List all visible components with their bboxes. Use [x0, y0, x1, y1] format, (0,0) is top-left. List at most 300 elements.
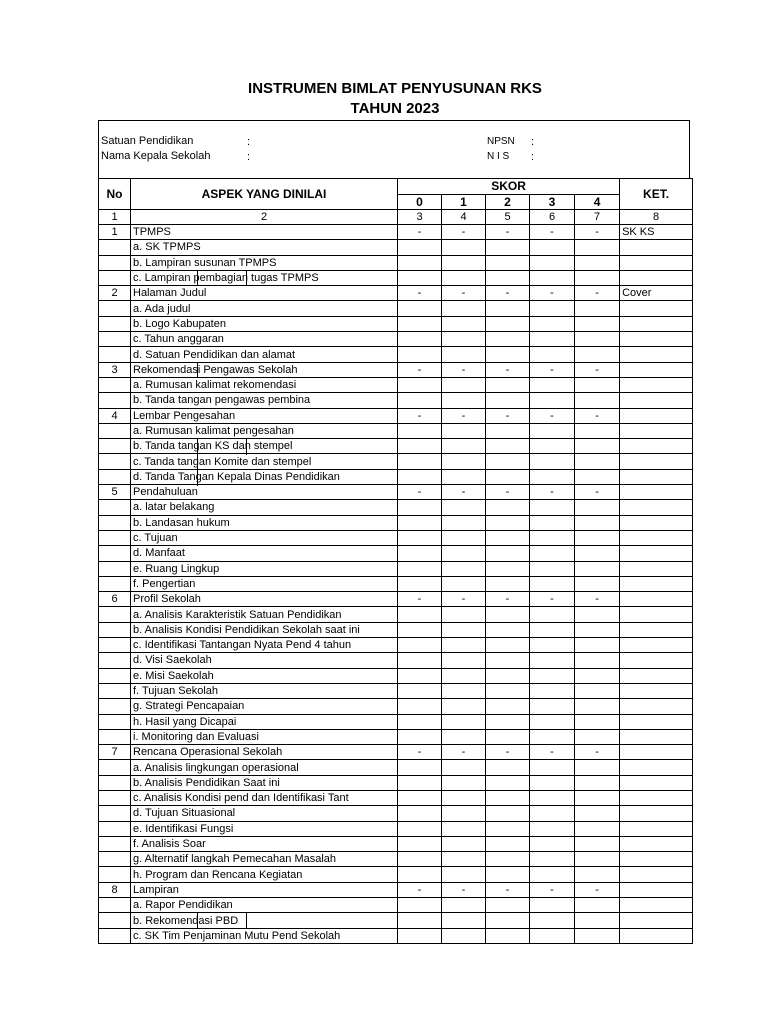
- row-score-0: [398, 668, 442, 683]
- row-score-3: -: [530, 485, 575, 500]
- row-aspect: b. Tanda tangan KS dan stempel: [131, 439, 398, 454]
- row-aspect: b. Landasan hukum: [131, 515, 398, 530]
- row-score-3: [530, 270, 575, 285]
- row-score-2: [486, 377, 530, 392]
- row-aspect: Profil Sekolah: [131, 592, 398, 607]
- row-aspect: d. Tanda Tangan Kepala Dinas Pendidikan: [131, 469, 398, 484]
- row-ket: [620, 653, 693, 668]
- row-score-1: [442, 683, 486, 698]
- table-row: [99, 546, 693, 561]
- row-aspect: b. Logo Kabupaten: [131, 316, 398, 331]
- row-score-3: [530, 301, 575, 316]
- table-row: [99, 714, 693, 729]
- row-no: [99, 561, 131, 576]
- row-score-1: [442, 898, 486, 913]
- border-artifact: [246, 271, 247, 286]
- row-aspect: b. Analisis Kondisi Pendidikan Sekolah saat ini: [131, 622, 398, 637]
- row-score-1: [442, 806, 486, 821]
- row-ket: [620, 485, 693, 500]
- row-ket: [620, 255, 693, 270]
- row-score-0: [398, 270, 442, 285]
- row-score-3: -: [530, 362, 575, 377]
- row-score-3: [530, 836, 575, 851]
- kepala-label: Nama Kepala Sekolah: [101, 150, 211, 162]
- row-score-3: [530, 377, 575, 392]
- row-aspect: c. Lampiran pembagian tugas TPMPS: [131, 270, 398, 285]
- row-score-0: [398, 653, 442, 668]
- row-score-2: [486, 729, 530, 744]
- table-row: [99, 882, 693, 897]
- row-aspect: Lampiran: [131, 882, 398, 897]
- row-score-0: [398, 898, 442, 913]
- row-score-1: [442, 469, 486, 484]
- row-score-0: [398, 546, 442, 561]
- score-2: 2: [486, 194, 530, 210]
- row-score-3: [530, 607, 575, 622]
- row-score-1: [442, 638, 486, 653]
- row-score-4: [575, 469, 620, 484]
- col-number: 5: [486, 210, 530, 225]
- row-no: 3: [99, 362, 131, 377]
- row-score-2: [486, 515, 530, 530]
- row-score-2: [486, 913, 530, 928]
- row-score-0: [398, 760, 442, 775]
- row-score-1: [442, 377, 486, 392]
- row-score-3: [530, 714, 575, 729]
- row-score-2: [486, 270, 530, 285]
- row-ket: [620, 423, 693, 438]
- row-score-4: [575, 683, 620, 698]
- table-row: [99, 469, 693, 484]
- row-score-2: [486, 898, 530, 913]
- row-no: [99, 653, 131, 668]
- row-score-1: [442, 439, 486, 454]
- row-score-1: [442, 255, 486, 270]
- row-score-4: [575, 439, 620, 454]
- row-ket: [620, 515, 693, 530]
- row-score-2: [486, 928, 530, 943]
- row-score-3: [530, 638, 575, 653]
- row-aspect: a. Analisis Karakteristik Satuan Pendidikan: [131, 607, 398, 622]
- row-ket: [620, 240, 693, 255]
- row-no: 8: [99, 882, 131, 897]
- row-score-3: [530, 332, 575, 347]
- row-no: [99, 316, 131, 331]
- table-row: [99, 530, 693, 545]
- row-ket: [620, 775, 693, 790]
- row-no: [99, 240, 131, 255]
- row-score-3: [530, 852, 575, 867]
- row-no: [99, 790, 131, 805]
- row-score-2: [486, 332, 530, 347]
- row-score-3: [530, 928, 575, 943]
- row-score-4: [575, 806, 620, 821]
- row-aspect: b. Tanda tangan pengawas pembina: [131, 393, 398, 408]
- row-score-3: [530, 760, 575, 775]
- row-score-1: [442, 423, 486, 438]
- row-aspect: b. Lampiran susunan TPMPS: [131, 255, 398, 270]
- row-score-1: [442, 775, 486, 790]
- row-score-0: [398, 622, 442, 637]
- row-no: [99, 530, 131, 545]
- row-score-4: [575, 377, 620, 392]
- row-score-0: [398, 699, 442, 714]
- row-score-0: [398, 561, 442, 576]
- row-no: [99, 638, 131, 653]
- row-aspect: c. SK Tim Penjaminan Mutu Pend Sekolah: [131, 928, 398, 943]
- row-score-2: [486, 469, 530, 484]
- table-row: [99, 316, 693, 331]
- table-row: [99, 852, 693, 867]
- row-score-0: [398, 852, 442, 867]
- row-score-1: [442, 836, 486, 851]
- row-aspect: c. Tahun anggaran: [131, 332, 398, 347]
- row-score-1: [442, 332, 486, 347]
- table-row: [99, 607, 693, 622]
- row-score-1: [442, 668, 486, 683]
- row-score-4: [575, 423, 620, 438]
- row-score-1: [442, 913, 486, 928]
- row-score-1: -: [442, 225, 486, 240]
- row-no: [99, 393, 131, 408]
- row-ket: [620, 745, 693, 760]
- row-score-2: [486, 699, 530, 714]
- row-score-4: -: [575, 745, 620, 760]
- row-score-2: [486, 775, 530, 790]
- row-score-1: [442, 607, 486, 622]
- table-row: [99, 255, 693, 270]
- assessment-table: [98, 178, 693, 944]
- row-score-0: [398, 439, 442, 454]
- row-ket: [620, 821, 693, 836]
- row-no: [99, 469, 131, 484]
- row-score-0: [398, 377, 442, 392]
- row-score-0: [398, 928, 442, 943]
- row-no: [99, 867, 131, 882]
- row-score-3: [530, 622, 575, 637]
- row-score-4: [575, 576, 620, 591]
- npsn-label: NPSN: [487, 136, 515, 147]
- row-score-0: -: [398, 592, 442, 607]
- header-skor: SKOR: [398, 179, 620, 195]
- row-score-0: [398, 530, 442, 545]
- col-number: 7: [575, 210, 620, 225]
- row-score-2: -: [486, 745, 530, 760]
- row-score-1: -: [442, 408, 486, 423]
- row-score-0: [398, 729, 442, 744]
- row-score-4: [575, 240, 620, 255]
- row-score-2: [486, 622, 530, 637]
- row-ket: SK KS: [620, 225, 693, 240]
- row-score-0: [398, 714, 442, 729]
- row-no: [99, 301, 131, 316]
- kepala-colon: :: [247, 151, 251, 163]
- row-score-3: -: [530, 225, 575, 240]
- row-score-4: [575, 668, 620, 683]
- table-row: [99, 377, 693, 392]
- row-score-2: [486, 607, 530, 622]
- row-no: [99, 928, 131, 943]
- row-ket: [620, 530, 693, 545]
- row-score-4: [575, 699, 620, 714]
- row-aspect: d. Satuan Pendidikan dan alamat: [131, 347, 398, 362]
- row-ket: [620, 546, 693, 561]
- row-score-3: [530, 576, 575, 591]
- row-aspect: a. latar belakang: [131, 500, 398, 515]
- row-score-2: [486, 500, 530, 515]
- row-score-3: [530, 240, 575, 255]
- row-no: 7: [99, 745, 131, 760]
- table-row: [99, 332, 693, 347]
- row-score-4: [575, 270, 620, 285]
- row-score-0: [398, 301, 442, 316]
- row-aspect: b. Analisis Pendidikan Saat ini: [131, 775, 398, 790]
- row-score-1: -: [442, 745, 486, 760]
- row-ket: [620, 408, 693, 423]
- row-no: [99, 852, 131, 867]
- row-aspect: f. Tujuan Sekolah: [131, 683, 398, 698]
- row-ket: [620, 270, 693, 285]
- row-ket: [620, 882, 693, 897]
- row-aspect: a. Analisis lingkungan operasional: [131, 760, 398, 775]
- row-score-4: [575, 393, 620, 408]
- row-score-2: [486, 821, 530, 836]
- row-aspect: a. Ada judul: [131, 301, 398, 316]
- row-aspect: c. Analisis Kondisi pend dan Identifikasi Tant: [131, 790, 398, 805]
- row-score-2: [486, 439, 530, 454]
- row-score-4: -: [575, 592, 620, 607]
- row-score-2: -: [486, 362, 530, 377]
- row-score-1: [442, 454, 486, 469]
- row-ket: Cover: [620, 286, 693, 301]
- row-score-2: [486, 316, 530, 331]
- row-aspect: h. Hasil yang Dicapai: [131, 714, 398, 729]
- row-score-4: [575, 760, 620, 775]
- row-score-4: -: [575, 225, 620, 240]
- row-score-2: [486, 760, 530, 775]
- row-score-2: [486, 638, 530, 653]
- row-aspect: c. Tanda tangan Komite dan stempel: [131, 454, 398, 469]
- row-score-0: [398, 347, 442, 362]
- row-score-1: [442, 653, 486, 668]
- row-score-1: -: [442, 592, 486, 607]
- row-score-2: [486, 530, 530, 545]
- row-ket: [620, 683, 693, 698]
- row-score-3: [530, 683, 575, 698]
- row-score-0: [398, 821, 442, 836]
- row-no: [99, 454, 131, 469]
- row-score-3: [530, 668, 575, 683]
- row-score-3: [530, 439, 575, 454]
- row-aspect: a. Rumusan kalimat pengesahan: [131, 423, 398, 438]
- row-score-2: [486, 714, 530, 729]
- row-score-0: [398, 454, 442, 469]
- row-score-1: [442, 347, 486, 362]
- row-ket: [620, 362, 693, 377]
- table-row: [99, 745, 693, 760]
- row-score-3: [530, 821, 575, 836]
- table-row: [99, 622, 693, 637]
- row-score-4: [575, 546, 620, 561]
- row-score-1: -: [442, 362, 486, 377]
- row-score-4: [575, 913, 620, 928]
- row-no: 4: [99, 408, 131, 423]
- score-1: 1: [442, 194, 486, 210]
- row-score-2: [486, 790, 530, 805]
- col-number: 3: [398, 210, 442, 225]
- row-score-0: [398, 806, 442, 821]
- row-aspect: h. Program dan Rencana Kegiatan: [131, 867, 398, 882]
- row-score-2: [486, 561, 530, 576]
- row-no: [99, 423, 131, 438]
- row-ket: [620, 714, 693, 729]
- row-score-3: [530, 469, 575, 484]
- row-ket: [620, 576, 693, 591]
- row-no: [99, 607, 131, 622]
- row-no: 6: [99, 592, 131, 607]
- row-aspect: d. Tujuan Situasional: [131, 806, 398, 821]
- row-no: [99, 729, 131, 744]
- row-score-3: -: [530, 592, 575, 607]
- row-aspect: a. Rumusan kalimat rekomendasi: [131, 377, 398, 392]
- row-score-3: -: [530, 882, 575, 897]
- row-ket: [620, 729, 693, 744]
- row-score-2: [486, 454, 530, 469]
- row-score-4: [575, 928, 620, 943]
- row-score-1: [442, 515, 486, 530]
- row-aspect: e. Identifikasi Fungsi: [131, 821, 398, 836]
- row-aspect: Lembar Pengesahan: [131, 408, 398, 423]
- row-score-1: [442, 699, 486, 714]
- row-aspect: e. Misi Saekolah: [131, 668, 398, 683]
- row-score-3: [530, 347, 575, 362]
- table-row: [99, 347, 693, 362]
- row-aspect: g. Alternatif langkah Pemecahan Masalah: [131, 852, 398, 867]
- row-score-3: [530, 393, 575, 408]
- row-score-0: -: [398, 286, 442, 301]
- row-score-0: [398, 316, 442, 331]
- row-score-1: [442, 530, 486, 545]
- row-no: 5: [99, 485, 131, 500]
- row-score-0: [398, 332, 442, 347]
- row-score-4: -: [575, 362, 620, 377]
- nis-colon: :: [531, 151, 535, 163]
- row-no: [99, 439, 131, 454]
- row-score-3: [530, 500, 575, 515]
- row-ket: [620, 332, 693, 347]
- row-score-4: [575, 653, 620, 668]
- row-score-2: [486, 668, 530, 683]
- header-ket: KET.: [620, 179, 693, 210]
- row-score-0: [398, 393, 442, 408]
- row-no: [99, 515, 131, 530]
- row-ket: [620, 439, 693, 454]
- row-score-2: [486, 240, 530, 255]
- col-number: 2: [131, 210, 398, 225]
- satuan-colon: :: [247, 136, 251, 148]
- row-score-3: [530, 530, 575, 545]
- row-no: [99, 714, 131, 729]
- row-no: [99, 347, 131, 362]
- table-row: [99, 485, 693, 500]
- table-row: [99, 423, 693, 438]
- row-score-3: -: [530, 408, 575, 423]
- row-ket: [620, 699, 693, 714]
- row-score-0: [398, 775, 442, 790]
- row-no: [99, 898, 131, 913]
- row-ket: [620, 668, 693, 683]
- row-score-4: [575, 316, 620, 331]
- row-score-4: [575, 515, 620, 530]
- nis-label: N I S: [487, 151, 510, 162]
- row-aspect: a. SK TPMPS: [131, 240, 398, 255]
- row-ket: [620, 852, 693, 867]
- table-row: [99, 653, 693, 668]
- row-aspect: d. Visi Saekolah: [131, 653, 398, 668]
- row-score-4: [575, 561, 620, 576]
- row-score-0: -: [398, 408, 442, 423]
- row-aspect: Halaman Judul: [131, 286, 398, 301]
- border-artifact: [197, 271, 198, 286]
- row-score-1: -: [442, 882, 486, 897]
- table-row: [99, 913, 693, 928]
- row-score-3: [530, 255, 575, 270]
- col-number: 6: [530, 210, 575, 225]
- row-ket: [620, 607, 693, 622]
- row-score-2: -: [486, 225, 530, 240]
- score-3: 3: [530, 194, 575, 210]
- row-score-2: -: [486, 286, 530, 301]
- satuan-label: Satuan Pendidikan: [101, 135, 194, 147]
- document-year: TAHUN 2023: [350, 100, 440, 117]
- row-no: [99, 775, 131, 790]
- row-aspect: f. Pengertian: [131, 576, 398, 591]
- row-ket: [620, 622, 693, 637]
- row-aspect: i. Monitoring dan Evaluasi: [131, 729, 398, 744]
- row-no: 1: [99, 225, 131, 240]
- table-row: [99, 699, 693, 714]
- table-row: [99, 729, 693, 744]
- row-score-4: -: [575, 882, 620, 897]
- row-score-2: -: [486, 408, 530, 423]
- row-score-0: [398, 255, 442, 270]
- row-score-0: [398, 683, 442, 698]
- row-score-0: [398, 423, 442, 438]
- table-row: [99, 439, 693, 454]
- row-ket: [620, 377, 693, 392]
- row-score-1: [442, 821, 486, 836]
- row-aspect: b. Rekomendasi PBD: [131, 913, 398, 928]
- table-row: [99, 362, 693, 377]
- row-score-2: [486, 301, 530, 316]
- row-score-3: [530, 775, 575, 790]
- row-score-3: [530, 867, 575, 882]
- row-score-0: [398, 607, 442, 622]
- row-score-2: [486, 347, 530, 362]
- row-score-1: [442, 561, 486, 576]
- row-score-1: [442, 393, 486, 408]
- row-score-4: [575, 836, 620, 851]
- table-row: [99, 301, 693, 316]
- row-score-0: -: [398, 225, 442, 240]
- row-no: [99, 546, 131, 561]
- row-score-1: [442, 729, 486, 744]
- row-ket: [620, 836, 693, 851]
- row-score-2: -: [486, 485, 530, 500]
- row-ket: [620, 301, 693, 316]
- row-score-2: [486, 806, 530, 821]
- table-row: [99, 821, 693, 836]
